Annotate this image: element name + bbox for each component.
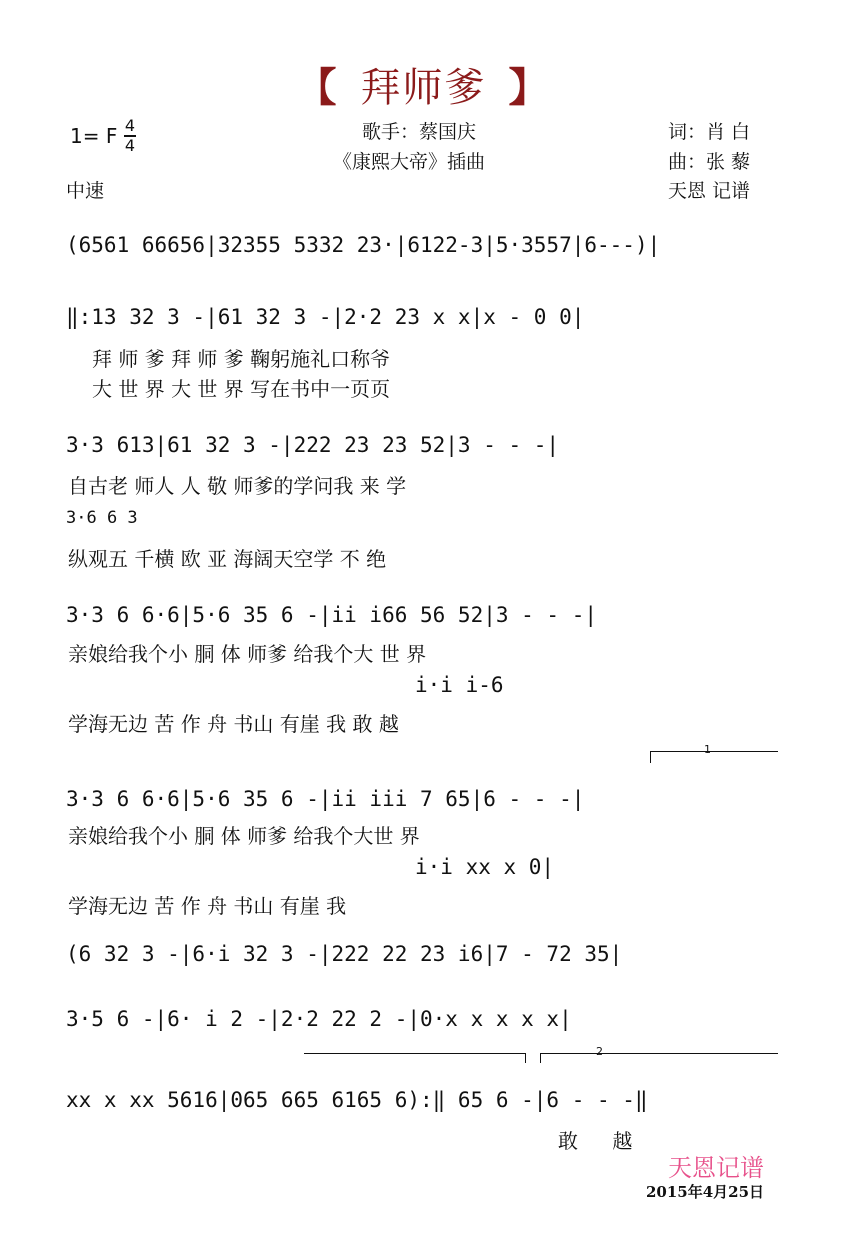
- singer: 歌手：蔡国庆: [362, 121, 477, 143]
- title-left-bracket: 【: [296, 65, 339, 111]
- volta-1-end-bracket: [304, 1053, 526, 1054]
- volta-1-label: 1: [704, 743, 711, 756]
- volta-2-label: 2: [596, 1045, 603, 1058]
- transcription-date: 2015年4月25日: [646, 1183, 765, 1201]
- lyric-line-3a: 自古老 师人 人 敬 师爹的学问我 来 学: [68, 474, 407, 498]
- score-line-4: 3·3 6 6·6|5·6 35 6 -|ii i66 56 52|3 - - -|: [66, 603, 598, 627]
- lyric-line-3b: 纵观五 千横 欧 亚 海阔天空学 不 绝: [68, 547, 387, 571]
- volta-2-hook: [540, 1053, 541, 1063]
- composer: 曲：张 藜: [668, 151, 751, 173]
- lyric-line-5a: 亲娘给我个小 胴 体 师爹 给我个大世 界: [68, 824, 420, 848]
- transcriber-stamp: 天恩记谱: [668, 1154, 764, 1182]
- score-line-2: ‖:13 32 3 -|61 32 3 -|2·2 23 x x|x - 0 0|: [66, 305, 585, 329]
- lyric-line-8: 敢 越: [558, 1129, 647, 1153]
- time-signature-bottom: 4: [124, 136, 136, 155]
- title-text: 拜师爹: [360, 65, 487, 111]
- time-signature: [124, 118, 136, 154]
- lyric-line-2b: 大 世 界 大 世 界 写在书中一页页: [92, 377, 391, 401]
- song-title: [0, 56, 847, 113]
- key-signature: 1= F: [70, 124, 118, 148]
- score-line-8: xx x xx 5616|065 665 6165 6):‖ 65 6 -|6 - - -‖: [66, 1088, 648, 1112]
- score-line-5-alt: i·i xx x 0|: [415, 855, 555, 879]
- score-line-5: 3·3 6 6·6|5·6 35 6 -|ii iii 7 65|6 - - -|: [66, 787, 585, 811]
- score-line-6: (6 32 3 -|6·i 32 3 -|222 22 23 i6|7 - 72 35|: [66, 942, 623, 966]
- volta-1-end-hook: [525, 1053, 526, 1063]
- lyric-line-5b: 学海无边 苦 作 舟 书山 有崖 我: [68, 894, 347, 918]
- tempo-marking: 中速: [66, 180, 105, 202]
- score-line-1: (6561 66656|32355 5332 23·|6122-3|5·3557|6---)|: [66, 233, 661, 257]
- song-source: 《康熙大帝》插曲: [333, 151, 486, 173]
- score-line-4-alt: i·i i-6: [415, 673, 504, 697]
- volta-2-bracket: [540, 1053, 778, 1054]
- lyricist: 词：肖 白: [668, 121, 751, 143]
- score-line-7: 3·5 6 -|6· i 2 -|2·2 22 2 -|0·x x x x x|: [66, 1007, 572, 1031]
- score-line-3: 3·3 613|61 32 3 -|222 23 23 52|3 - - -|: [66, 433, 560, 457]
- time-signature-top: 4: [124, 116, 136, 135]
- lyric-line-4a: 亲娘给我个小 胴 体 师爹 给我个大 世 界: [68, 642, 427, 666]
- volta-1-bracket: [650, 751, 778, 752]
- title-right-bracket: 】: [508, 65, 551, 111]
- lyric-line-2a: 拜 师 爹 拜 师 爹 鞠躬施礼口称爷: [92, 347, 391, 371]
- transcriber: 天恩 记谱: [668, 180, 751, 202]
- lyric-line-4b: 学海无边 苦 作 舟 书山 有崖 我 敢 越: [68, 712, 399, 736]
- score-line-3-alt: 3·6 6 3: [66, 508, 138, 528]
- volta-1-hook: [650, 751, 651, 763]
